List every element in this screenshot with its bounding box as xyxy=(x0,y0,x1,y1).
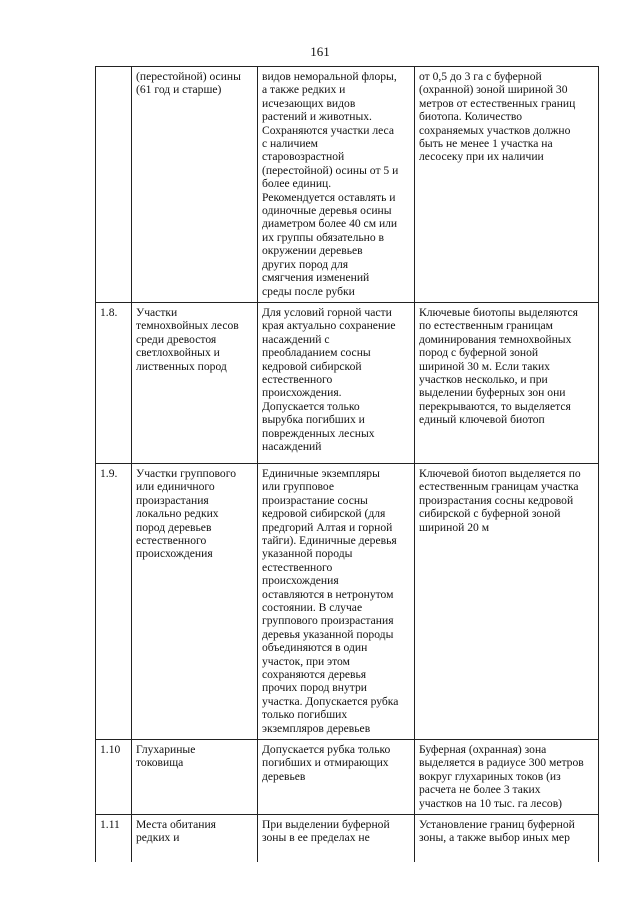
page-number: 161 xyxy=(310,44,330,59)
biotope-table xyxy=(95,66,599,862)
biotope-description: При выделении буферной зоны в ее пределах не xyxy=(258,815,415,863)
table-row xyxy=(96,302,599,463)
allocation-rule: Ключевые биотопы выделяются по естественным границам доминирования темнохвойных пород с буферной зоной шириной 30 м. Если таких участков несколько, и при выделении буферных зон они перекрываются, то выделяется единый ключевой биотоп xyxy=(415,302,599,463)
row-number: 1.8. xyxy=(96,302,132,463)
biotope-description: видов неморальной флоры, а также редких и исчезающих видов растений и животных. Сохраняются участки леса с наличием старовозрастной (перестойной) осины от 5 и более единиц. Рекомендуется оставлять и одиночные деревья осины диаметром более 40 см или их группы обязательно в окружении деревьев других пород для смягчения изменений среды после рубки xyxy=(258,67,415,303)
allocation-rule: от 0,5 до 3 га с буферной (охранной) зоной шириной 30 метров от естественных границ биотопа. Количество сохраняемых участков должно быть не менее 1 участка на лесосеку при их наличии xyxy=(415,67,599,303)
table-row xyxy=(96,815,599,863)
biotope-description: Допускается рубка только погибших и отмирающих деревьев xyxy=(258,740,415,815)
table-row xyxy=(96,67,599,303)
row-number: 1.10 xyxy=(96,740,132,815)
biotope-description: Единичные экземпляры или групповое произрастание сосны кедровой сибирской (для предгорий Алтая и горной тайги). Единичные деревья указанной породы естественного происхождения оставляются в нетронутом состоянии. В случае группового произрастания деревья указанной породы объединяются в один участок, при этом сохраняются деревья прочих пород внутри участка. Допускается рубка только погибших экземпляров деревьев xyxy=(258,463,415,739)
allocation-rule: Буферная (охранная) зона выделяется в радиусе 300 метров вокруг глухариных токов (из расчета не более 3 таких участков на 10 тыс. га лесов) xyxy=(415,740,599,815)
biotope-name: Места обитания редких и xyxy=(132,815,258,863)
row-number xyxy=(96,67,132,303)
biotope-name: Глухариные токовища xyxy=(132,740,258,815)
row-number: 1.9. xyxy=(96,463,132,739)
biotope-name: (перестойной) осины (61 год и старше) xyxy=(132,67,258,303)
table-row xyxy=(96,463,599,739)
allocation-rule: Установление границ буферной зоны, а также выбор иных мер xyxy=(415,815,599,863)
table-row xyxy=(96,740,599,815)
row-number: 1.11 xyxy=(96,815,132,863)
biotope-description: Для условий горной части края актуально сохранение насаждений с преобладанием сосны кедровой сибирской естественного происхождения. Допускается только вырубка погибших и поврежденных лесных насаждений xyxy=(258,302,415,463)
biotope-name: Участки группового или единичного произрастания локально редких пород деревьев естественного происхождения xyxy=(132,463,258,739)
biotope-name: Участки темнохвойных лесов среди древостоя светлохвойных и лиственных пород xyxy=(132,302,258,463)
allocation-rule: Ключевой биотоп выделяется по естественным границам участка произрастания сосны кедровой сибирской с буферной зоной шириной 20 м xyxy=(415,463,599,739)
